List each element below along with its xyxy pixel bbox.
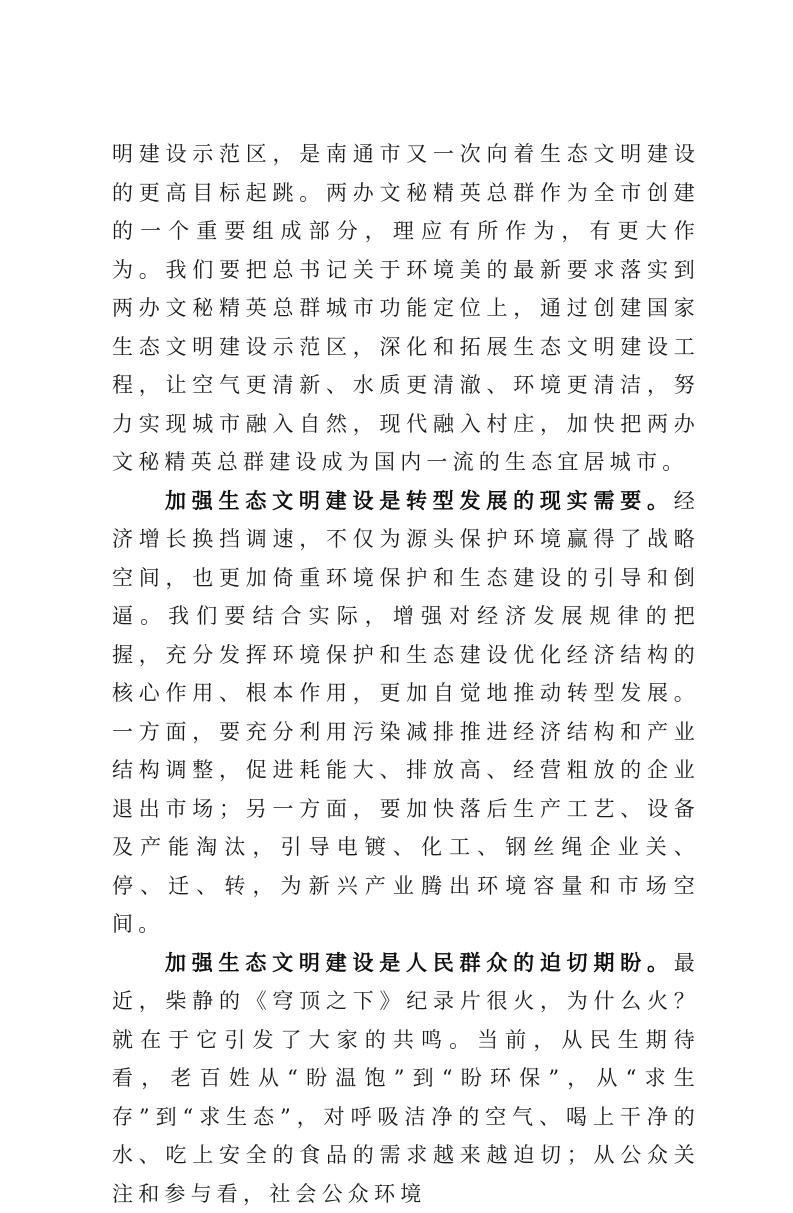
paragraph-2-lead: 加强生态文明建设是转型发展的现实需要。 [165, 488, 674, 513]
paragraph-2-body: 经济增长换挡调速，不仅为源头保护环境赢得了战略空间，也更加倚重环境保护和生态建设的引导和倒逼。我们要结合实际，增强对经济发展规律的把握，充分发挥环境保护和生态建设优化经济结构的核心作用、根本作用，更加自觉地推动转型发展。一方面，要充分利用污染减排推进经济结构和产业结构调整，促进耗能大、排放高、经营粗放的企业退出市场；另一方面，要加快落后生产工艺、设备及产能淘汰，引导电镀、化工、钢丝绳企业关、停、迁、转，为新兴产业腾出环境容量和市场空间。 [112, 489, 700, 937]
document-page [112, 135, 700, 1213]
paragraph-3 [112, 944, 700, 1213]
paragraph-1 [112, 135, 700, 482]
paragraph-2 [112, 482, 700, 944]
paragraph-3-body: 最近，柴静的《穹顶之下》纪录片很火，为什么火？就在于它引发了大家的共鸣。当前，从民生期待看，老百姓从“盼温饱”到“盼环保”，从“求生存”到“求生态”，对呼吸洁净的空气、喝上干净的水、吃上安全的食品的需求越来越迫切；从公众关注和参与看，社会公众环境 [112, 951, 700, 1206]
paragraph-3-lead: 加强生态文明建设是人民群众的迫切期盼。 [165, 950, 674, 975]
paragraph-1-body: 明建设示范区，是南通市又一次向着生态文明建设的更高目标起跳。两办文秘精英总群作为全市创建的一个重要组成部分，理应有所作为，有更大作为。我们要把总书记关于环境美的最新要求落实到两办文秘精英总群城市功能定位上，通过创建国家生态文明建设示范区，深化和拓展生态文明建设工程，让空气更清新、水质更清澈、环境更清洁，努力实现城市融入自然，现代融入村庄，加快把两办文秘精英总群建设成为国内一流的生态宜居城市。 [112, 142, 700, 474]
